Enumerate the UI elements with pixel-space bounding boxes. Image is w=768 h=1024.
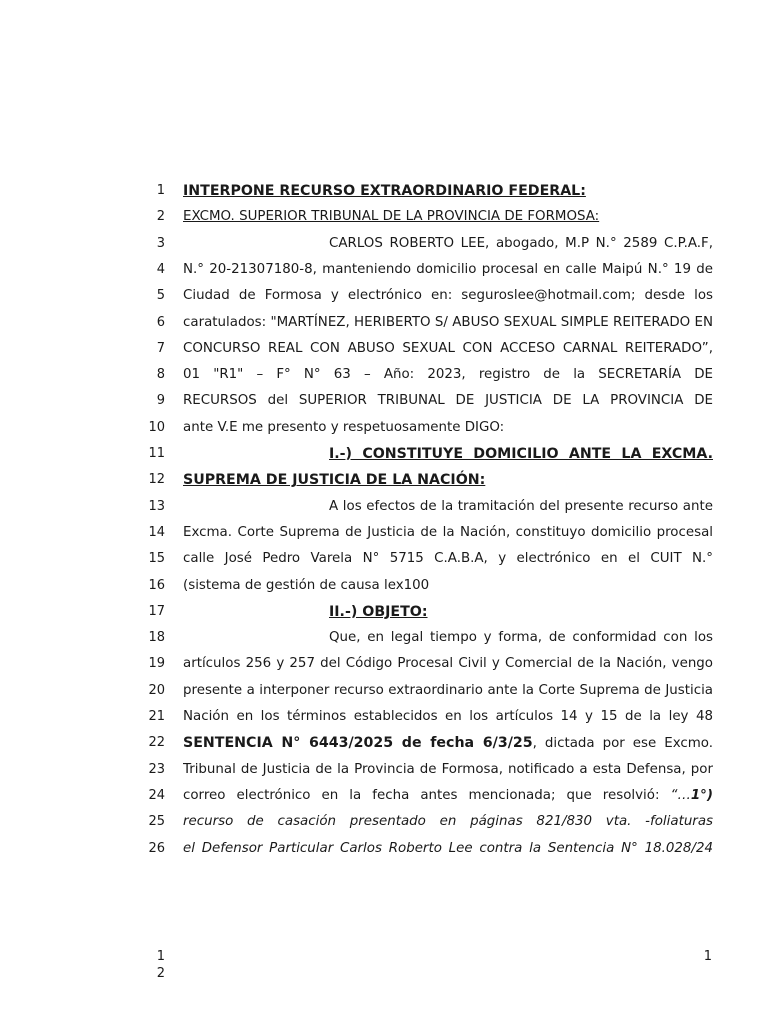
line-text <box>183 444 713 464</box>
line-text <box>183 786 713 806</box>
line-number: 21 <box>148 709 165 724</box>
text-run: , dictada por ese Excmo. <box>532 736 713 752</box>
line-number: 6 <box>156 314 165 330</box>
line-number: 23 <box>148 761 165 777</box>
document-line <box>0 365 768 391</box>
document-line <box>0 839 768 865</box>
line-number: 16 <box>148 577 165 593</box>
line-number: 4 <box>156 261 165 277</box>
text-run: “… <box>670 787 691 803</box>
line-number: 12 <box>148 472 165 488</box>
line-number: 1 <box>156 183 165 198</box>
line-number: 5 <box>156 288 165 304</box>
text-run: calle José Pedro Varela N° 5715 C.A.B.A, y electrónico en el CUIT N.° <box>183 551 713 567</box>
document-line <box>0 286 768 312</box>
line-text <box>183 234 713 254</box>
text-run: Excma. Corte Suprema de Justicia de la Nación, constituyo domicilio procesal <box>183 524 713 540</box>
document-line <box>0 576 768 602</box>
document-line <box>0 786 768 812</box>
document-line <box>0 681 768 707</box>
document-line <box>0 523 768 549</box>
document-line <box>0 812 768 838</box>
document-line <box>0 733 768 759</box>
page-number: 1 <box>703 949 712 964</box>
text-run: recurso de casación presentado en páginas 821/830 vta. -foliaturas <box>183 814 713 830</box>
document-line <box>0 444 768 470</box>
document-line <box>0 339 768 365</box>
text-run: ante V.E me presento y respetuosamente DIGO: <box>183 419 505 435</box>
footer-line-number: 2 <box>156 966 165 981</box>
line-number: 24 <box>148 787 165 803</box>
line-text <box>183 733 713 753</box>
footer-line-number: 1 <box>156 949 165 964</box>
document-line <box>0 181 768 207</box>
text-run: SENTENCIA N° 6443/2025 de fecha 6/3/25 <box>183 735 533 752</box>
text-run: Nación en los términos establecidos en los artículos 14 y 15 de la ley 48 <box>183 709 713 724</box>
text-run: SUPREMA DE JUSTICIA DE LA NACIÓN: <box>183 472 486 489</box>
document-line <box>0 654 768 680</box>
text-run: CONCURSO REAL CON ABUSO SEXUAL CON ACCESO CARNAL REITERADO”, <box>183 340 713 356</box>
line-number: 14 <box>148 524 165 540</box>
document-line <box>0 418 768 444</box>
document-line <box>0 628 768 654</box>
line-text <box>183 628 713 648</box>
text-run: N.° 20-21307180-8, manteniendo domicilio procesal en calle Maipú N.° 19 de <box>183 261 713 277</box>
line-number: 25 <box>148 814 165 830</box>
line-text <box>183 654 713 674</box>
line-number: 15 <box>148 551 165 567</box>
line-number: 7 <box>156 340 165 356</box>
text-run: 01 "R1" – F° N° 63 – Año: 2023, registro de la SECRETARÍA DE <box>183 367 713 383</box>
text-run: Tribunal de Justicia de la Provincia de Formosa, notificado a esta Defensa, por <box>183 761 713 777</box>
document-line <box>0 391 768 417</box>
document-line <box>0 707 768 733</box>
line-text <box>183 181 713 202</box>
document-line <box>0 207 768 233</box>
line-number: 3 <box>156 235 165 251</box>
line-number: 17 <box>148 603 165 619</box>
text-run: correo electrónico en la fecha antes mencionada; que resolvió: <box>183 787 671 803</box>
text-run: caratulados: "MARTÍNEZ, HERIBERTO S/ ABUSO SEXUAL SIMPLE REITERADO EN <box>183 314 713 330</box>
line-text <box>183 286 713 306</box>
document-line <box>0 602 768 628</box>
line-text <box>183 470 713 491</box>
line-text <box>183 839 713 859</box>
document-line <box>0 549 768 575</box>
text-run: presente a interponer recurso extraordinario ante la Corte Suprema de Justicia <box>183 682 713 698</box>
text-run: RECURSOS del SUPERIOR TRIBUNAL DE JUSTICIA DE LA PROVINCIA DE <box>183 393 713 409</box>
text-run: Ciudad de Formosa y electrónico en: seguroslee@hotmail.com; desde los <box>183 288 713 304</box>
line-number: 2 <box>156 209 165 225</box>
text-run: artículos 256 y 257 del Código Procesal Civil y Comercial de la Nación, vengo <box>183 656 713 672</box>
line-text <box>183 760 713 780</box>
text-run: CARLOS ROBERTO LEE, abogado, M.P N.° 2589 C.P.A.F, <box>329 235 713 251</box>
line-number: 22 <box>148 735 165 751</box>
document-line <box>0 760 768 786</box>
line-number: 11 <box>148 446 165 461</box>
line-text <box>183 260 713 280</box>
line-text <box>183 497 713 517</box>
line-number: 8 <box>156 367 165 383</box>
footer-line-numbers <box>130 948 165 982</box>
line-text <box>183 576 713 596</box>
line-number: 20 <box>148 682 165 698</box>
text-run: EXCMO. SUPERIOR TRIBUNAL DE LA PROVINCIA DE FORMOSA: <box>183 209 600 225</box>
line-text <box>183 523 713 543</box>
line-text <box>183 707 713 727</box>
line-text <box>183 418 713 438</box>
line-text <box>183 549 713 569</box>
line-text <box>183 313 713 333</box>
text-run: A los efectos de la tramitación del presente recurso ante <box>329 498 713 514</box>
line-number: 13 <box>148 498 165 514</box>
document-line <box>0 260 768 286</box>
text-run: Que, en legal tiempo y forma, de conformidad con los <box>329 630 713 646</box>
line-number: 18 <box>148 630 165 646</box>
line-text <box>183 391 713 411</box>
line-number: 19 <box>148 656 165 672</box>
line-number: 10 <box>148 419 165 435</box>
line-text <box>183 207 713 227</box>
line-number: 9 <box>156 393 165 409</box>
line-text <box>183 602 713 623</box>
document-line <box>0 313 768 339</box>
document-line <box>0 470 768 496</box>
line-text <box>183 339 713 359</box>
text-run: el Defensor Particular Carlos Roberto Lee contra la Sentencia N° 18.028/24 <box>183 840 713 856</box>
document-line <box>0 234 768 260</box>
line-text <box>183 812 713 832</box>
text-run: INTERPONE RECURSO EXTRAORDINARIO FEDERAL: <box>183 183 586 199</box>
text-run: (sistema de gestión de causa lex100 <box>183 577 430 593</box>
line-number: 26 <box>148 840 165 856</box>
text-run: II.-) OBJETO: <box>329 603 428 620</box>
document-line <box>0 497 768 523</box>
line-text <box>183 365 713 385</box>
line-text <box>183 681 713 701</box>
text-run: I.-) CONSTITUYE DOMICILIO ANTE LA EXCMA. <box>329 446 713 462</box>
text-run: 1°) <box>690 787 713 803</box>
